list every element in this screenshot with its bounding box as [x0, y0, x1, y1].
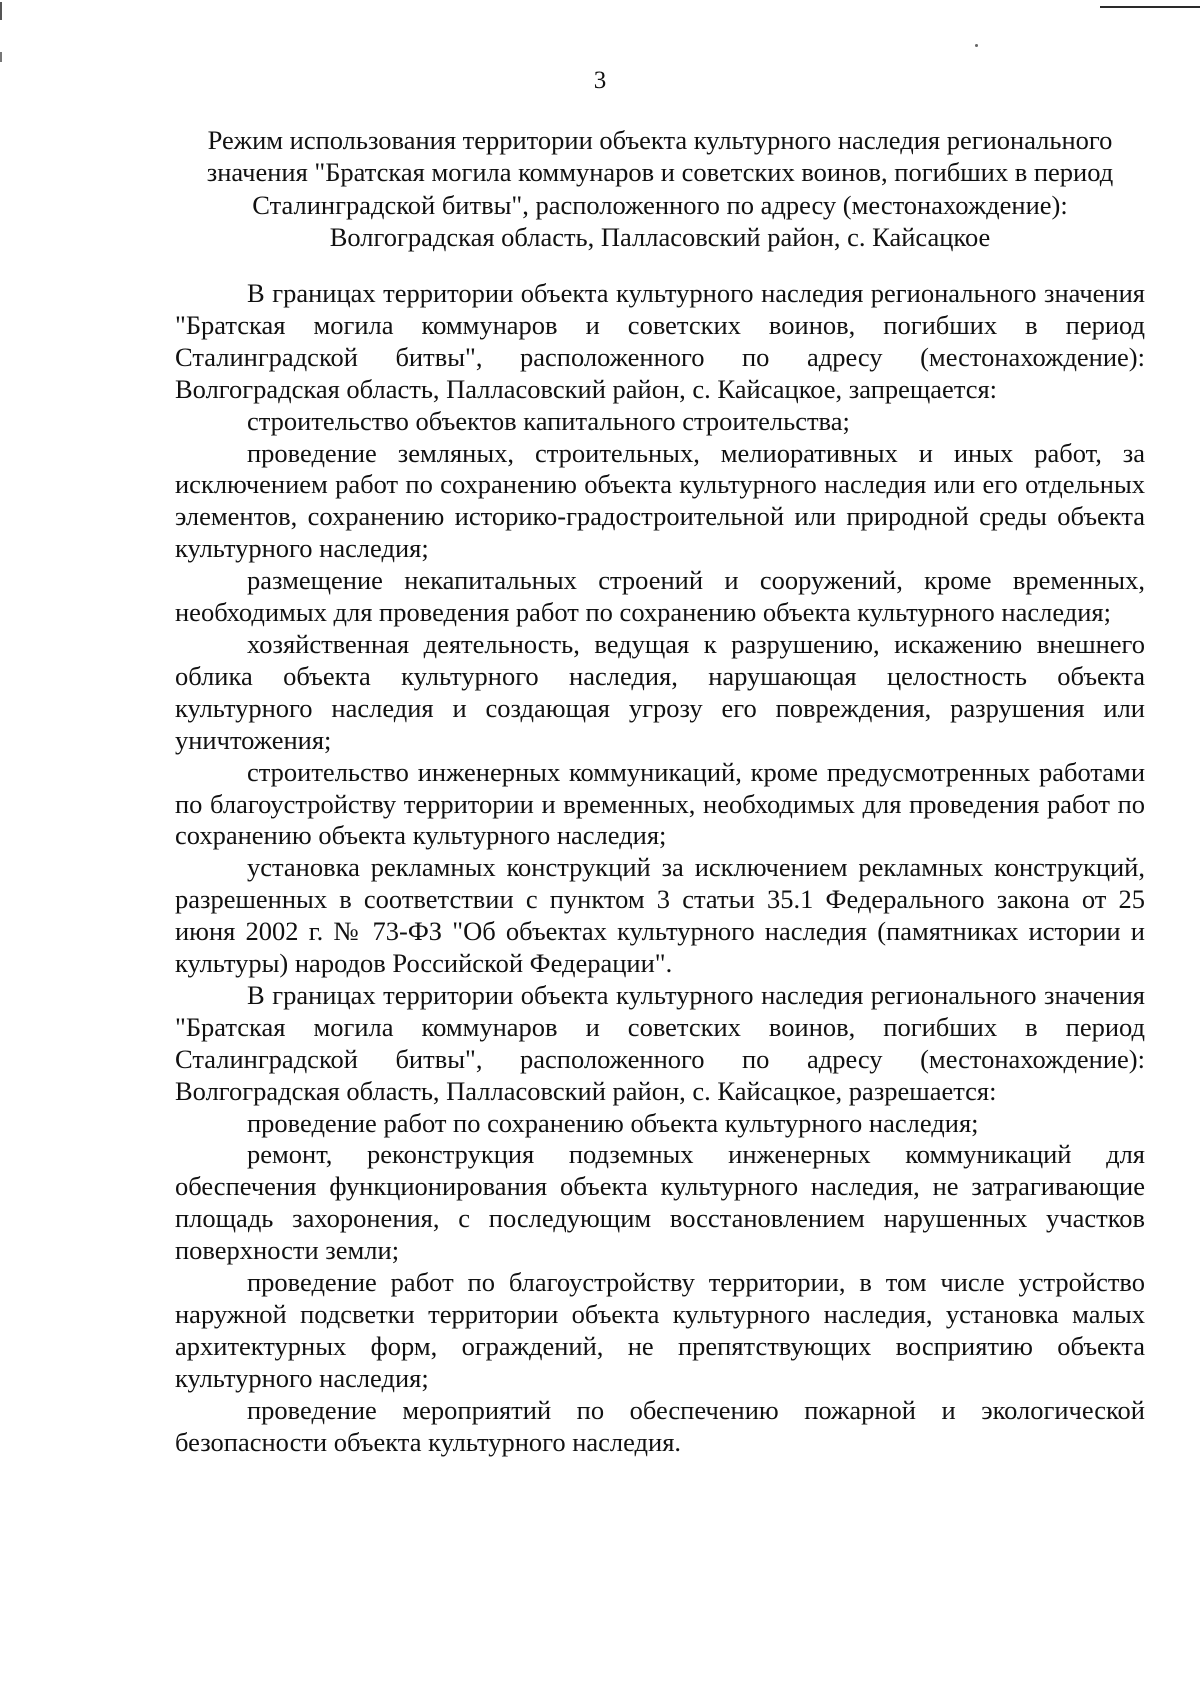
paragraph-item: строительство инженерных коммуникаций, кроме предусмотренных работами по благоустройству территории и временных, необходимых для проведения работ по сохранению объекта культурного наследия; — [175, 756, 1145, 851]
paragraph-item: проведение мероприятий по обеспечению пожарной и экологической безопасности объекта культурного наследия. — [175, 1394, 1145, 1457]
paragraph-item: хозяйственная деятельность, ведущая к разрушению, искажению внешнего облика объекта культурного наследия, нарушающая целостность объекта культурного наследия и создающая угрозу его повреждения, разрушения или уничтожения; — [175, 628, 1145, 755]
document-title: Режим использования территории объекта культурного наследия регионального значения "Братская могила коммунаров и советских воинов, погибших в период Сталинградской битвы", расположенного по адресу (местонахождение): Волгоградская область, Палласовский район, с. Кайсацкое — [206, 125, 1114, 253]
scan-artifact-mark — [0, 52, 2, 62]
paragraph-item: проведение земляных, строительных, мелиоративных и иных работ, за исключением работ по сохранению объекта культурного наследия или его отдельных элементов, сохранению историко-градостроительной или природной среды объекта культурного наследия; — [175, 437, 1145, 564]
paragraph-item: ремонт, реконструкция подземных инженерных коммуникаций для обеспечения функционирования объекта культурного наследия, не затрагивающие площадь захоронения, с последующим восстановлением нарушенных участков поверхности земли; — [175, 1139, 1145, 1266]
paragraph-prohibited-intro: В границах территории объекта культурного наследия регионального значения "Братская могила коммунаров и советских воинов, погибших в период Сталинградской битвы", расположенного по адресу (местонахождение): Волгоградская область, Палласовский район, с. Кайсацкое, запрещается: — [175, 278, 1145, 404]
paragraph-item: размещение некапитальных строений и сооружений, кроме временных, необходимых для проведения работ по сохранению объекта культурного наследия; — [175, 565, 1145, 628]
scan-artifact-mark — [0, 2, 2, 20]
paragraph-item: проведение работ по благоустройству территории, в том числе устройство наружной подсветки территории объекта культурного наследия, установка малых архитектурных форм, ограждений, не препятствующих восприятию объекта культурного наследия; — [175, 1267, 1145, 1393]
page-number: 3 — [593, 67, 607, 94]
scan-artifact-dot — [975, 44, 978, 47]
document-body — [175, 278, 1145, 1459]
scan-artifact-line — [1100, 6, 1200, 8]
paragraph-item: строительство объектов капитального строительства; — [247, 405, 850, 436]
paragraph-item: проведение работ по сохранению объекта культурного наследия; — [247, 1107, 979, 1138]
paragraph-item: установка рекламных конструкций за исключением рекламных конструкций, разрешенных в соответствии с пунктом 3 статьи 35.1 Федерального закона от 25 июня 2002 г. № 73-ФЗ "Об объектах культурного наследия (памятниках истории и культуры) народов Российской Федерации". — [175, 852, 1145, 979]
paragraph-permitted-intro: В границах территории объекта культурного наследия регионального значения "Братская могила коммунаров и советских воинов, погибших в период Сталинградской битвы", расположенного по адресу (местонахождение): Волгоградская область, Палласовский район, с. Кайсацкое, разрешается: — [175, 979, 1145, 1106]
